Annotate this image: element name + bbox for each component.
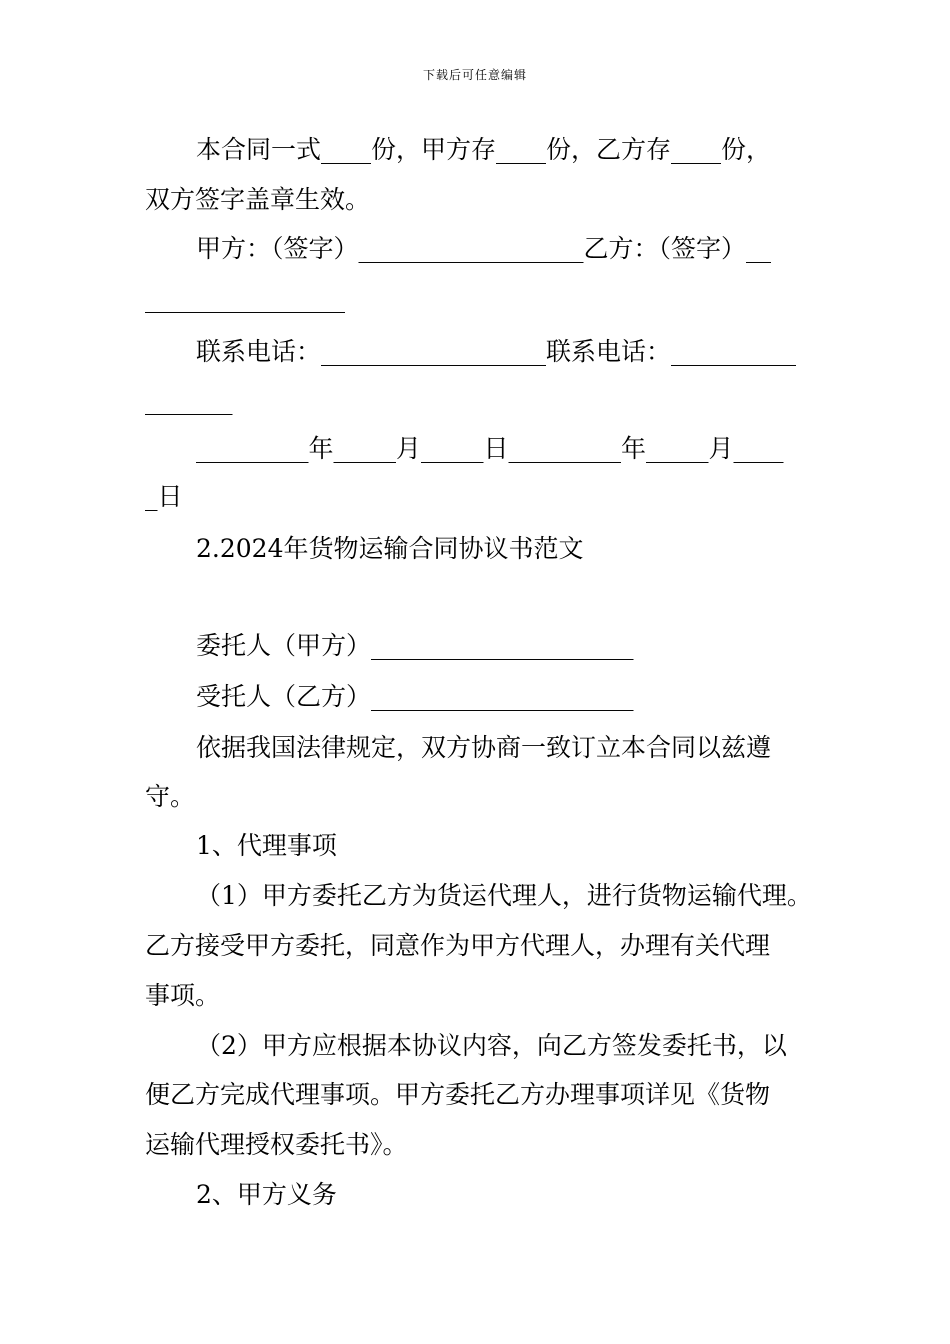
section-title: 2.2024年货物运输合同协议书范文 bbox=[196, 534, 584, 563]
clause-heading-agency-matters: 1、代理事项 bbox=[196, 831, 337, 860]
date-line-continued: _日 bbox=[145, 482, 183, 511]
clause-1-1-line-2: 乙方接受甲方委托，同意作为甲方代理人，办理有关代理 bbox=[145, 931, 771, 960]
principal-party-line: 委托人（甲方）_____________________ bbox=[196, 631, 634, 660]
contact-phone-line-continued: _______ bbox=[145, 386, 233, 415]
agent-party-line: 受托人（乙方）_____________________ bbox=[196, 682, 634, 711]
contact-phone-line: 联系电话：__________________联系电话：__________ bbox=[196, 337, 797, 366]
clause-heading-party-a-obligations: 2、甲方义务 bbox=[196, 1180, 337, 1209]
signing-effect-line: 双方签字盖章生效。 bbox=[145, 185, 371, 214]
preamble-line: 依据我国法律规定，双方协商一致订立本合同以兹遵 bbox=[196, 733, 772, 762]
clause-1-1-line-3: 事项。 bbox=[145, 981, 221, 1010]
date-line: _________年_____月_____日_________年_____月____ bbox=[196, 434, 784, 463]
clause-1-2-line-2: 便乙方完成代理事项。甲方委托乙方办理事项详见《货物 bbox=[145, 1080, 771, 1109]
clause-1-1-line: （1）甲方委托乙方为货运代理人，进行货物运输代理。 bbox=[196, 881, 812, 910]
preamble-line-continued: 守。 bbox=[145, 782, 196, 811]
page-header-note: 下载后可任意编辑 bbox=[422, 68, 527, 82]
copies-clause-line: 本合同一式____份，甲方存____份，乙方存____份， bbox=[196, 135, 772, 164]
clause-1-2-line-3: 运输代理授权委托书》。 bbox=[145, 1130, 408, 1159]
clause-1-2-line: （2）甲方应根据本协议内容，向乙方签发委托书，以 bbox=[196, 1031, 787, 1060]
signature-line-continued: ________________ bbox=[145, 284, 345, 313]
signature-line: 甲方：（签字）__________________乙方：（签字）__ bbox=[196, 234, 772, 263]
